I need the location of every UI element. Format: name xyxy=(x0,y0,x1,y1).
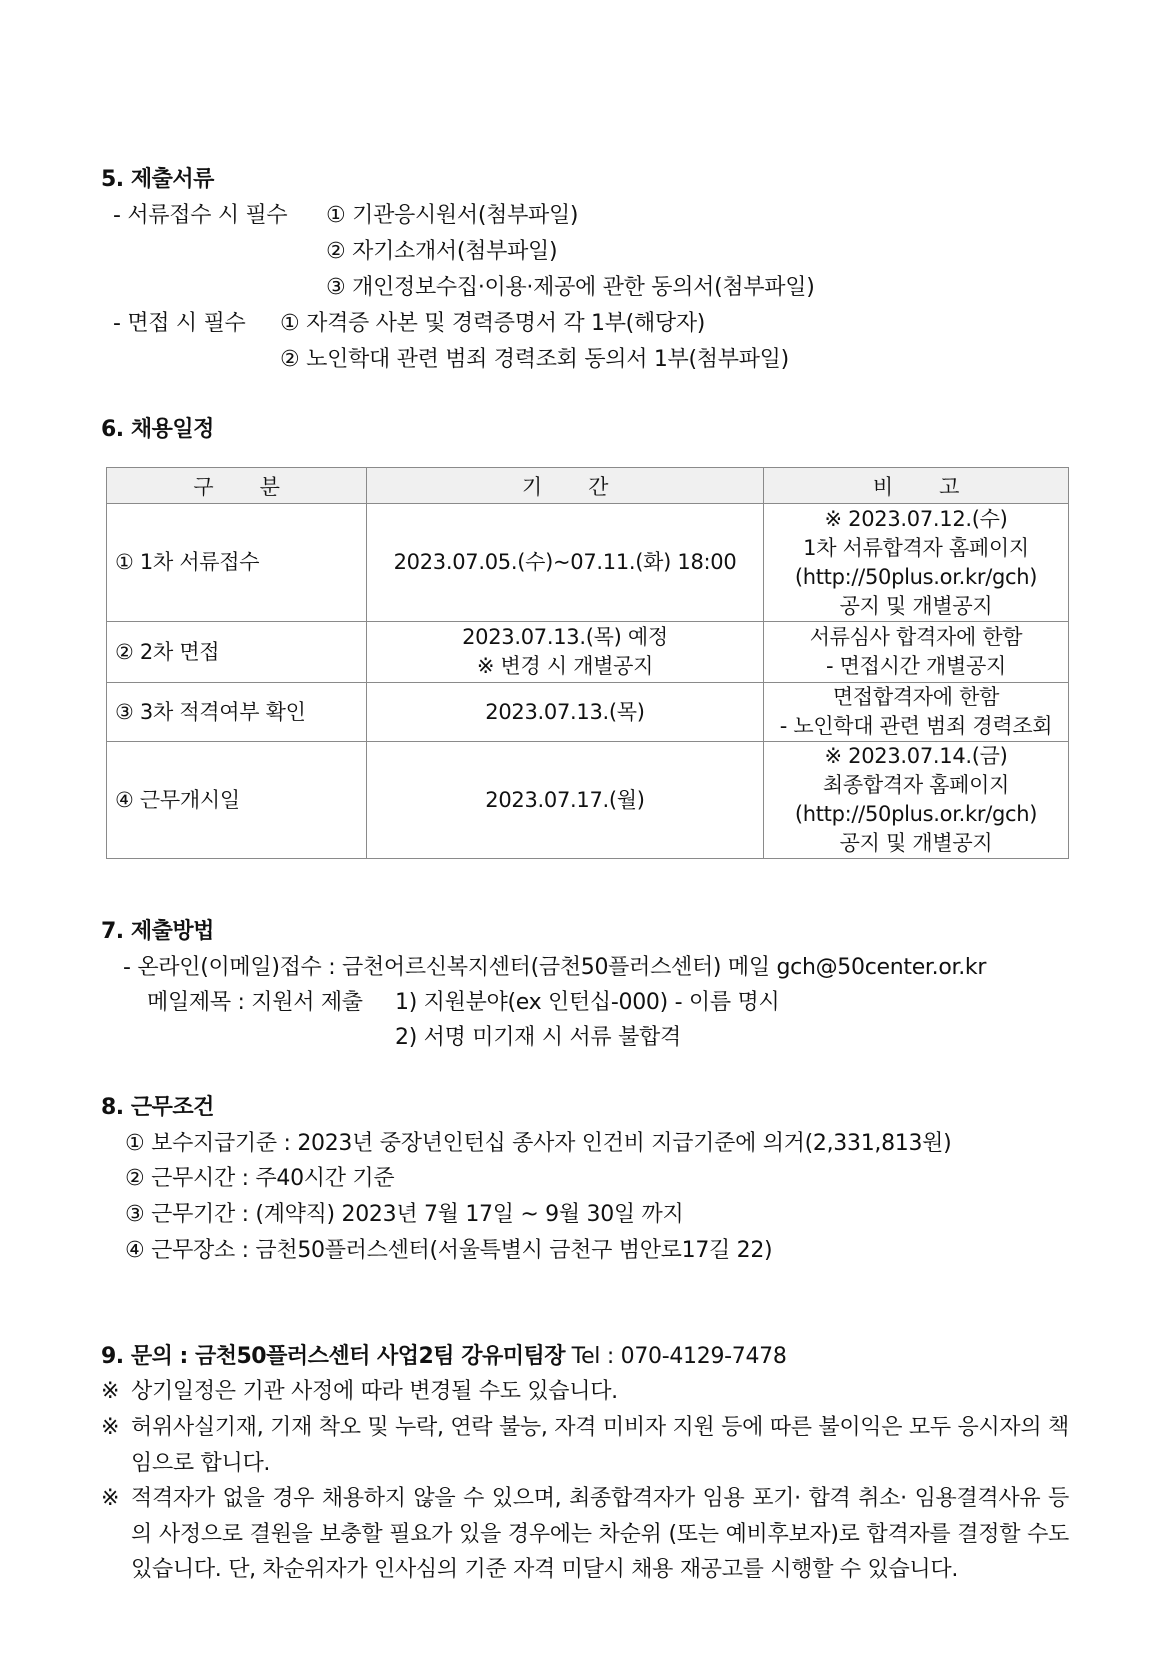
remarks-line: 공지 및 개별공지 xyxy=(839,593,993,618)
table-row xyxy=(107,683,1069,742)
remarks-line: (http://50plus.or.kr/gch) xyxy=(794,564,1038,589)
stage-cell: ② 2차 면접 xyxy=(107,622,367,683)
note-reserve-candidates: 적격자가 없을 경우 채용하지 않을 수 있으며, 최종합격자가 임용 포기· 합격 취소· 임용결격사유 등의 사정으로 결원을 보충할 필요가 있을 경우에는 차순위 (또는 예비후보자)로 합격자를 결정할 수도 있습니다. 단, 차순위자가 인사심의 기준 자격 미달시 채용 재공고를 시행할 수 있습니다. xyxy=(131,1486,1069,1582)
remarks-line: ※ 2023.07.12.(수) xyxy=(824,506,1008,531)
email-subject-rule-2: 2) 서명 미기재 시 서류 불합격 xyxy=(395,1025,681,1050)
section-5-heading: 5. 제출서류 xyxy=(101,167,214,192)
column-header-period: 기 간 xyxy=(367,468,764,504)
doc-required-item-1: ① 기관응시원서(첨부파일) xyxy=(326,203,579,228)
work-condition-item: ① 보수지급기준 : 2023년 중장년인턴십 종사자 인건비 지급기준에 의거(2,331,813원) xyxy=(125,1131,952,1156)
column-header-remarks: 비 고 xyxy=(764,468,1069,504)
remarks-line: 최종합격자 홈페이지 xyxy=(822,773,1010,797)
note-mark-icon: ※ xyxy=(101,1379,120,1404)
remarks-line: - 노인학대 관련 범죄 경력조회 xyxy=(779,714,1053,738)
period-line: ※ 변경 시 개별공지 xyxy=(476,654,654,678)
contact-tel: Tel : 070-4129-7478 xyxy=(571,1344,787,1369)
remarks-cell xyxy=(764,742,1069,859)
section-6-heading: 6. 채용일정 xyxy=(101,417,214,442)
note-schedule-change: 상기일정은 기관 사정에 따라 변경될 수도 있습니다. xyxy=(131,1379,618,1404)
remarks-line: 공지 및 개별공지 xyxy=(839,831,993,855)
table-row xyxy=(107,742,1069,859)
work-condition-item: ④ 근무장소 : 금천50플러스센터(서울특별시 금천구 범안로17길 22) xyxy=(125,1238,773,1263)
period-cell xyxy=(367,683,764,742)
period-cell xyxy=(367,622,764,683)
email-subject-rule-1: 1) 지원분야(ex 인턴십-000) - 이름 명시 xyxy=(395,990,780,1015)
remarks-line: 1차 서류합격자 홈페이지 xyxy=(803,535,1029,560)
table-header-row xyxy=(107,468,1069,504)
interview-required-item-2: ② 노인학대 관련 범죄 경력조회 동의서 1부(첨부파일) xyxy=(280,347,789,372)
table-row xyxy=(107,622,1069,683)
stage-cell: ③ 3차 적격여부 확인 xyxy=(107,683,367,742)
section-8-heading: 8. 근무조건 xyxy=(101,1095,214,1120)
stage-cell: ① 1차 서류접수 xyxy=(107,504,367,622)
period-cell xyxy=(367,504,764,622)
note-mark-icon: ※ xyxy=(101,1415,120,1440)
stage-cell: ④ 근무개시일 xyxy=(107,742,367,859)
remarks-cell xyxy=(764,504,1069,622)
remarks-line: ※ 2023.07.14.(금) xyxy=(824,744,1008,768)
doc-required-item-2: ② 자기소개서(첨부파일) xyxy=(326,239,558,264)
period-line: 2023.07.13.(목) 예정 xyxy=(462,625,668,649)
section-9-heading: 9. 문의 : 금천50플러스센터 사업2팀 강유미팀장 xyxy=(101,1344,565,1369)
work-condition-item: ② 근무시간 : 주40시간 기준 xyxy=(125,1166,395,1191)
remarks-line: 면접합격자에 한함 xyxy=(832,685,1000,709)
remarks-line: (http://50plus.or.kr/gch) xyxy=(794,802,1038,826)
section-9-heading-row xyxy=(101,1339,787,1375)
period-line: 2023.07.17.(월) xyxy=(485,787,645,812)
note-applicant-responsibility: 허위사실기재, 기재 착오 및 누락, 연락 불능, 자격 미비자 지원 등에 따른 불이익은 모두 응시자의 책임으로 합니다. xyxy=(131,1415,1069,1476)
interview-required-item-1: ① 자격증 사본 및 경력증명서 각 1부(해당자) xyxy=(280,311,706,336)
remarks-line: 서류심사 합격자에 한함 xyxy=(809,625,1023,649)
remarks-cell xyxy=(764,683,1069,742)
period-line: 2023.07.13.(목) xyxy=(485,699,645,724)
column-header-category: 구 분 xyxy=(107,468,367,504)
doc-required-item-3: ③ 개인정보수집·이용·제공에 관한 동의서(첨부파일) xyxy=(326,275,815,300)
period-cell xyxy=(367,742,764,859)
remarks-line: - 면접시간 개별공지 xyxy=(826,654,1006,678)
online-submission-text: - 온라인(이메일)접수 : 금천어르신복지센터(금천50플러스센터) 메일 gch@50center.or.kr xyxy=(123,955,987,980)
section-7-heading: 7. 제출방법 xyxy=(101,919,214,944)
table-row xyxy=(107,504,1069,622)
note-mark-icon: ※ xyxy=(101,1486,120,1511)
period-line: 2023.07.05.(수)~07.11.(화) 18:00 xyxy=(393,550,737,574)
work-condition-item: ③ 근무기간 : (계약직) 2023년 7월 17일 ~ 9월 30일 까지 xyxy=(125,1202,684,1227)
doc-required-label: - 서류접수 시 필수 xyxy=(113,203,288,228)
remarks-cell xyxy=(764,622,1069,683)
email-subject-label: 메일제목 : 지원서 제출 xyxy=(147,990,363,1015)
recruitment-schedule-table xyxy=(106,467,1069,859)
interview-required-label: - 면접 시 필수 xyxy=(113,311,246,336)
